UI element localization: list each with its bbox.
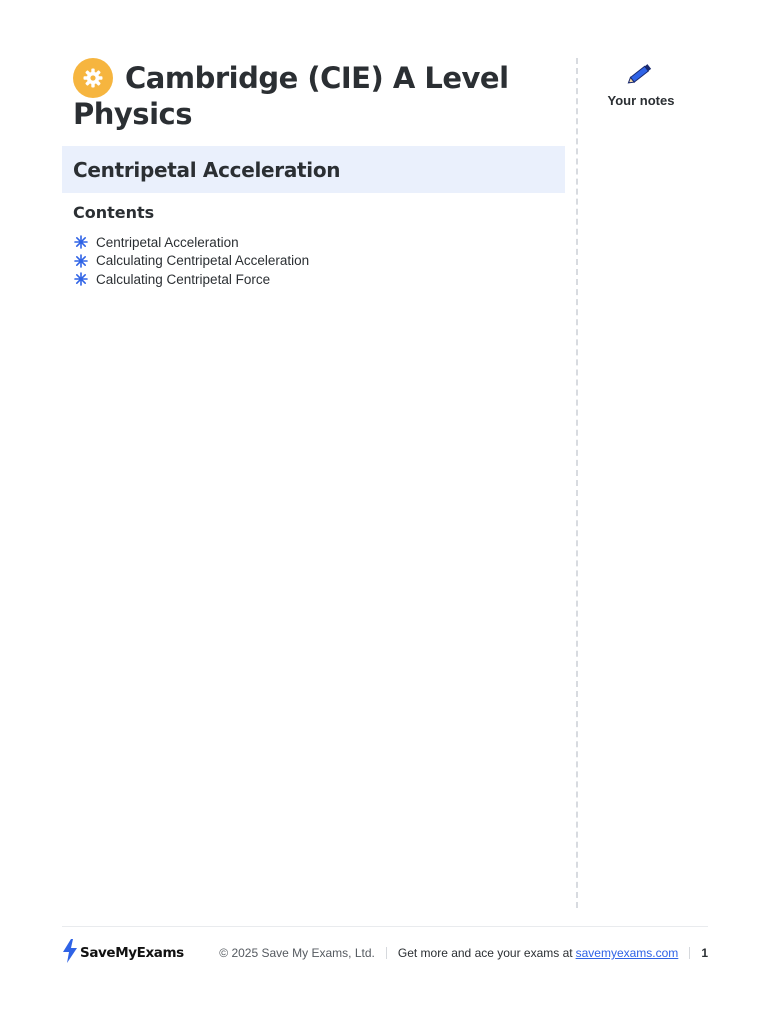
notes-label: Your notes [607,93,675,108]
document-title-line2: Physics [73,97,192,131]
footer-info [219,946,708,960]
contents-list [73,233,309,289]
notes-divider [576,58,578,908]
pencil-icon [626,73,656,90]
contents-item-label: Centripetal Acceleration [96,234,239,250]
footer-separator [689,947,690,959]
brand-logo[interactable] [62,939,184,968]
website-link[interactable]: savemyexams.com [575,946,679,960]
contents-item[interactable] [73,233,309,252]
contents-heading: Contents [73,203,155,222]
cta-text: Get more and ace your exams at [397,946,573,960]
lightning-bolt-icon [62,939,78,968]
footer-separator [386,947,387,959]
document-header [73,58,553,132]
page-number: 1 [701,946,708,960]
asterisk-icon [73,253,89,269]
document-title-line1: Cambridge (CIE) A Level [125,61,509,95]
contents-item[interactable] [73,270,309,289]
contents-item-label: Calculating Centripetal Acceleration [96,253,310,269]
gear-icon [73,58,113,98]
asterisk-icon [73,271,89,287]
page-footer [62,940,708,966]
brand-name: SaveMyExams [80,945,184,961]
topic-banner [62,146,565,193]
asterisk-icon [73,234,89,250]
contents-item[interactable] [73,252,309,271]
footer-rule [62,926,708,927]
notes-panel [600,60,682,108]
title-line [73,58,553,98]
contents-item-label: Calculating Centripetal Force [96,271,271,287]
topic-title: Centripetal Acceleration [73,157,341,182]
copyright-text: © 2025 Save My Exams, Ltd. [219,946,375,960]
